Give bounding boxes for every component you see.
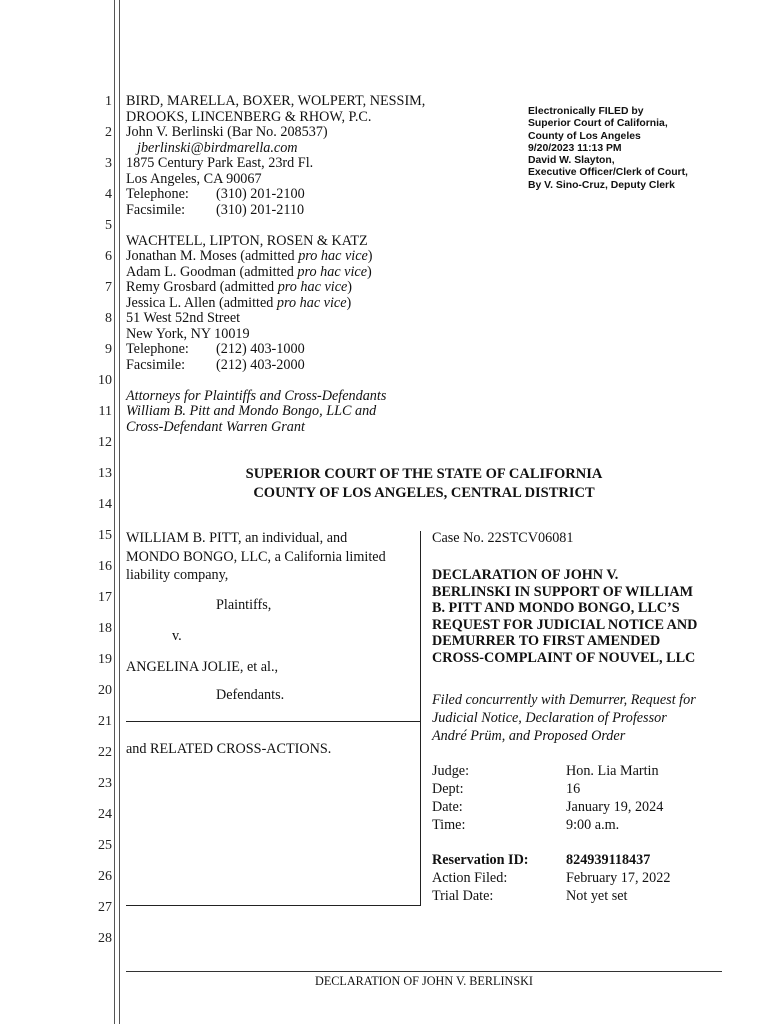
firm1-address1: 1875 Century Park East, 23rd Fl. bbox=[126, 155, 314, 171]
attorney1-name: John V. Berlinski (Bar No. 208537) bbox=[126, 124, 328, 140]
dept-value: 16 bbox=[566, 781, 581, 797]
firm1-fax: (310) 201-2110 bbox=[216, 201, 305, 218]
pro-hac-vice: pro hac vice bbox=[276, 294, 347, 311]
line-number: 16 bbox=[98, 559, 112, 574]
line-number: 17 bbox=[98, 590, 112, 605]
line-number: 11 bbox=[98, 404, 112, 419]
action-filed-value: February 17, 2022 bbox=[566, 870, 671, 886]
attorney1-email: jberlinski@birdmarella.com bbox=[137, 139, 298, 156]
line-number: 25 bbox=[98, 838, 112, 853]
firm2-fax-label: Facsimile: bbox=[126, 356, 186, 373]
caption-rule-middle bbox=[126, 721, 421, 722]
date-label: Date: bbox=[432, 799, 463, 815]
attorney2-name: Adam L. Goodman (admitted bbox=[126, 263, 298, 280]
caption-rule-bottom bbox=[126, 905, 421, 906]
defendant-name: ANGELINA JOLIE, et al., bbox=[126, 659, 279, 675]
defendants-label: Defendants. bbox=[216, 687, 285, 703]
trial-date-label: Trial Date: bbox=[432, 888, 494, 904]
reservation-id-label: Reservation ID: bbox=[432, 852, 529, 868]
trial-date-value: Not yet set bbox=[566, 888, 628, 904]
date-value: January 19, 2024 bbox=[566, 799, 664, 815]
line-number: 3 bbox=[105, 156, 112, 171]
title-line: BERLINSKI IN SUPPORT OF WILLIAM bbox=[432, 583, 693, 600]
plaintiffs-label: Plaintiffs, bbox=[216, 597, 272, 613]
pro-hac-vice: pro hac vice bbox=[277, 279, 348, 295]
paren-close: ) bbox=[367, 248, 373, 264]
firm2-tel-label: Telephone: bbox=[126, 341, 189, 357]
line-number: 10 bbox=[98, 373, 112, 388]
attorney2-line bbox=[126, 296, 351, 312]
plaintiff-line: liability company, bbox=[126, 567, 229, 583]
firm2-tel: (212) 403-1000 bbox=[216, 341, 305, 357]
attorney2-line bbox=[126, 265, 372, 281]
dept-label: Dept: bbox=[432, 781, 464, 797]
attorneys-for-line2: William B. Pitt and Mondo Bongo, LLC and bbox=[126, 403, 377, 419]
line-number: 1 bbox=[105, 94, 112, 109]
stamp-line: Executive Officer/Clerk of Court, bbox=[528, 167, 688, 179]
firm2-address2: New York, NY 10019 bbox=[126, 325, 250, 342]
judge-label: Judge: bbox=[432, 763, 470, 779]
firm1-name-line1: BIRD, MARELLA, BOXER, WOLPERT, NESSIM, bbox=[126, 93, 426, 109]
stamp-line: 9/20/2023 11:13 PM bbox=[528, 142, 622, 154]
attorneys-for-line1: Attorneys for Plaintiffs and Cross-Defendants bbox=[126, 387, 387, 404]
attorney2-line bbox=[126, 249, 373, 265]
court-name-line1: SUPERIOR COURT OF THE STATE OF CALIFORNIA bbox=[245, 466, 603, 482]
line-number: 24 bbox=[98, 807, 112, 822]
stamp-line: By V. Sino-Cruz, Deputy Clerk bbox=[528, 179, 675, 191]
line-number: 13 bbox=[98, 466, 112, 481]
court-name-line2: COUNTY OF LOS ANGELES, CENTRAL DISTRICT bbox=[253, 485, 595, 501]
line-number: 22 bbox=[98, 745, 112, 760]
footer-rule bbox=[126, 971, 722, 972]
plaintiff-line: MONDO BONGO, LLC, a California limited bbox=[126, 548, 386, 565]
firm2-address1: 51 West 52nd Street bbox=[126, 310, 241, 326]
stamp-line: David W. Slayton, bbox=[528, 155, 615, 167]
line-number: 14 bbox=[98, 497, 112, 512]
judge-value: Hon. Lia Martin bbox=[566, 763, 659, 779]
caption-divider-vertical bbox=[420, 531, 421, 906]
attorney2-name: Jonathan M. Moses (admitted bbox=[126, 248, 299, 264]
versus: v. bbox=[172, 628, 182, 644]
action-filed-label: Action Filed: bbox=[432, 870, 508, 886]
title-line: REQUEST FOR JUDICIAL NOTICE AND bbox=[432, 616, 698, 633]
line-number: 27 bbox=[98, 900, 112, 915]
attorney2-name: Remy Grosbard (admitted bbox=[126, 279, 278, 295]
line-number: 6 bbox=[105, 249, 112, 264]
line-number: 2 bbox=[105, 125, 112, 140]
reservation-id-value: 824939118437 bbox=[566, 852, 651, 868]
attorneys-for-line3: Cross-Defendant Warren Grant bbox=[126, 418, 305, 435]
line-number: 15 bbox=[98, 528, 112, 543]
firm2-fax: (212) 403-2000 bbox=[216, 356, 305, 373]
pleading-margin-line-left bbox=[114, 0, 115, 1024]
line-number: 28 bbox=[98, 931, 112, 946]
plaintiff-line: WILLIAM B. PITT, an individual, and bbox=[126, 530, 348, 546]
time-label: Time: bbox=[432, 817, 466, 833]
line-number: 19 bbox=[98, 652, 112, 667]
title-line: DECLARATION OF JOHN V. bbox=[432, 567, 619, 583]
time-value: 9:00 a.m. bbox=[566, 817, 620, 833]
line-number: 4 bbox=[105, 187, 112, 202]
firm1-tel-label: Telephone: bbox=[126, 186, 189, 202]
related-cross-actions: and RELATED CROSS-ACTIONS. bbox=[126, 741, 332, 757]
title-line: CROSS-COMPLAINT OF NOUVEL, LLC bbox=[432, 649, 696, 666]
attorney2-line bbox=[126, 280, 352, 296]
stamp-line: County of Los Angeles bbox=[528, 130, 641, 142]
document-title bbox=[432, 567, 697, 667]
line-number: 21 bbox=[98, 714, 112, 729]
pro-hac-vice: pro hac vice bbox=[297, 263, 367, 280]
paren-close: ) bbox=[346, 294, 352, 311]
pleading-margin-line-right bbox=[119, 0, 120, 1024]
line-number: 9 bbox=[105, 342, 112, 357]
case-number: Case No. 22STCV06081 bbox=[432, 530, 574, 546]
line-number: 26 bbox=[98, 869, 112, 884]
paren-close: ) bbox=[347, 279, 353, 295]
firm2-name: WACHTELL, LIPTON, ROSEN & KATZ bbox=[126, 232, 368, 249]
attorney2-name: Jessica L. Allen (admitted bbox=[126, 294, 277, 311]
paren-close: ) bbox=[367, 263, 372, 280]
footer-title: DECLARATION OF JOHN V. BERLINSKI bbox=[315, 974, 533, 988]
pro-hac-vice: pro hac vice bbox=[298, 248, 368, 264]
title-line: B. PITT AND MONDO BONGO, LLC’S bbox=[432, 600, 680, 617]
filed-concurrently-note bbox=[432, 691, 696, 745]
line-number: 8 bbox=[105, 311, 112, 326]
firm1-name-line2: DROOKS, LINCENBERG & RHOW, P.C. bbox=[126, 108, 372, 125]
firm1-address2: Los Angeles, CA 90067 bbox=[126, 170, 262, 187]
filed-line: André Prüm, and Proposed Order bbox=[432, 728, 626, 744]
title-line: DEMURRER TO FIRST AMENDED bbox=[432, 633, 661, 650]
line-number: 5 bbox=[105, 218, 112, 233]
line-number: 20 bbox=[98, 683, 112, 698]
firm1-fax-label: Facsimile: bbox=[126, 201, 186, 218]
firm1-tel: (310) 201-2100 bbox=[216, 186, 305, 202]
line-number: 23 bbox=[98, 776, 112, 791]
filed-line: Filed concurrently with Demurrer, Request for bbox=[432, 692, 696, 708]
filing-stamp bbox=[528, 106, 688, 192]
line-number: 18 bbox=[98, 621, 112, 636]
stamp-line: Electronically FILED by bbox=[528, 106, 644, 117]
stamp-line: Superior Court of California, bbox=[528, 118, 668, 130]
line-number: 7 bbox=[105, 280, 112, 295]
line-number: 12 bbox=[98, 435, 112, 450]
filed-line: Judicial Notice, Declaration of Professor bbox=[432, 710, 667, 726]
